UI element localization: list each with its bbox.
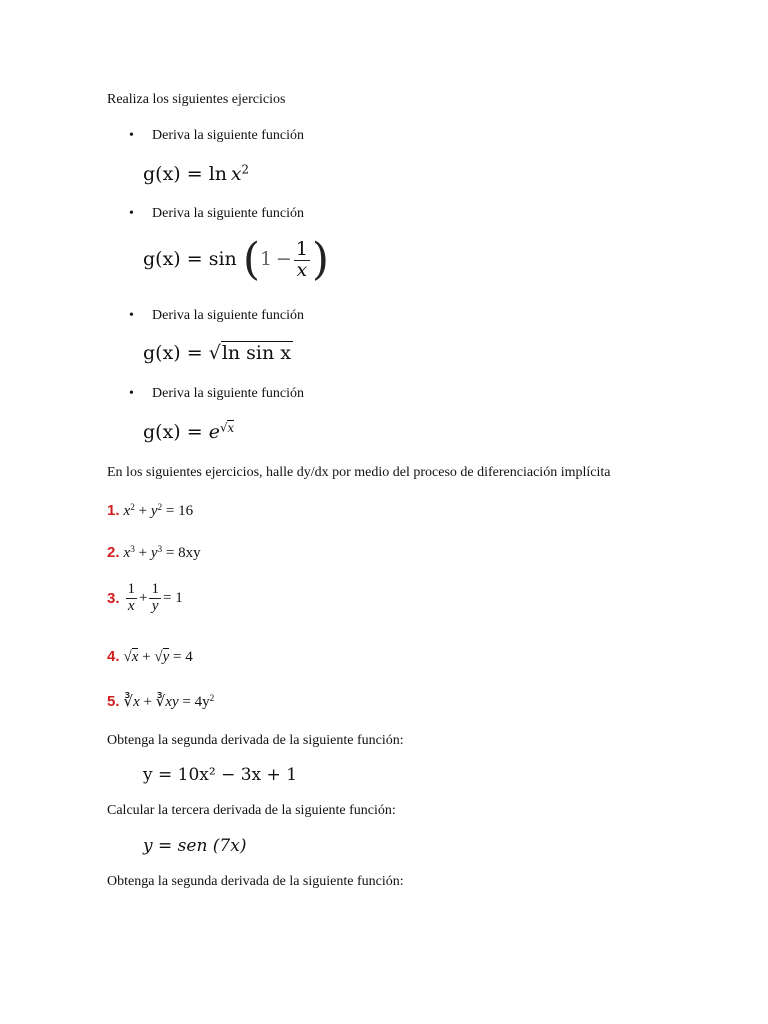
equation-sqrt: g(x) = √ln sin x: [143, 342, 291, 364]
implicit-item-3: [107, 582, 183, 615]
equation: ∛x + ∛xy = $4y^2$: [123, 693, 215, 710]
bullet-label: Deriva la siguiente función: [152, 206, 305, 221]
equation-sin: g(x) = sin (1 − $\frac{1}{x}$ ): [143, 234, 330, 285]
fraction: $\frac{1}{x}$: [295, 237, 308, 281]
implicit-item-2: [107, 544, 201, 562]
fraction: $\frac{1}{y}$: [151, 581, 159, 614]
equation: $x^2 + y^2 = 16$: [123, 502, 194, 519]
intro-text: Realiza los siguientes ejercicios: [107, 92, 286, 107]
item-number: 2.: [107, 544, 120, 561]
bullet-label: Deriva la siguiente función: [152, 386, 305, 401]
implicit-item-1: [107, 502, 193, 520]
equation-lhs: g(x) =: [143, 163, 209, 185]
fraction: $\frac{1}{x}$: [127, 581, 136, 614]
equation: $\frac{1}{x}$ + $\frac{1}{y}$ = 1: [127, 581, 183, 614]
bullet-marker: •: [129, 128, 134, 143]
equation-exp: $g(x) = e^{√x}$: [143, 420, 235, 443]
bullet-label: Deriva la siguiente función: [152, 128, 305, 143]
equation: √x + √y = 4: [123, 649, 193, 665]
sqrt-symbol: √ln sin x: [208, 342, 291, 364]
item-number: 1.: [107, 502, 120, 519]
equation-polynomial: y = 10x² − 3x + 1: [143, 765, 298, 785]
item-number: 3.: [107, 589, 120, 607]
second-derivative-label: Obtenga la segunda derivada de la siguiente función:: [107, 733, 404, 748]
second-derivative-label-2: Obtenga la segunda derivada de la siguiente función:: [107, 874, 404, 889]
third-derivative-label: Calcular la tercera derivada de la siguiente función:: [107, 803, 396, 818]
bullet-marker: •: [129, 386, 134, 401]
bullet-marker: •: [129, 206, 134, 221]
equation-sen: y = sen (7x): [143, 836, 247, 856]
implicit-item-5: [107, 692, 214, 711]
bullet-marker: •: [129, 308, 134, 323]
item-number: 4.: [107, 648, 120, 665]
item-number: 5.: [107, 693, 120, 710]
implicit-item-4: [107, 648, 193, 666]
equation: $x^3 + y^3 = 8xy$: [123, 544, 201, 561]
equation-ln: $g(x) = \ln x^2$: [143, 162, 250, 185]
bullet-label: Deriva la siguiente función: [152, 308, 305, 323]
implicit-heading: En los siguientes ejercicios, halle dy/dx por medio del proceso de diferenciación implícita: [107, 465, 611, 480]
